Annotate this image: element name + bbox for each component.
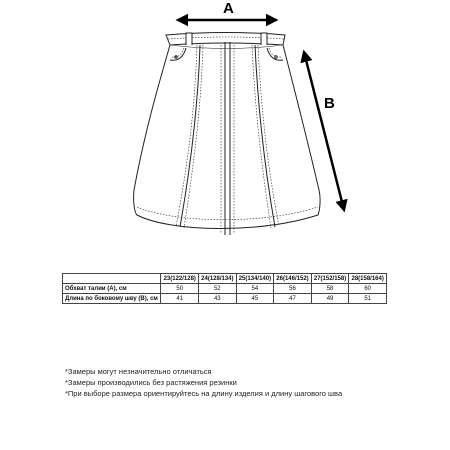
table-cell: 47 <box>274 294 312 304</box>
size-header: 28(158/164) <box>349 274 387 284</box>
table-cell: 50 <box>161 284 199 294</box>
table-cell: 52 <box>199 284 237 294</box>
size-table-header-row <box>63 274 387 284</box>
size-header: 26(146/152) <box>274 274 312 284</box>
note-line: *Замеры могут незначительно отличаться <box>65 367 212 376</box>
table-cell: 49 <box>311 294 349 304</box>
skirt-outline <box>134 33 320 236</box>
side-length-dimension-label: B <box>324 95 335 112</box>
table-cell: 43 <box>199 294 237 304</box>
size-header: 27(152/158) <box>311 274 349 284</box>
note-line: *При выборе размера ориентируйтесь на длину изделия и длину шагового шва <box>65 389 343 399</box>
table-cell: 54 <box>236 284 274 294</box>
table-cell: 51 <box>349 294 387 304</box>
table-row-waist <box>63 284 387 294</box>
size-header: 25(134/140) <box>236 274 274 284</box>
waist-dimension-label: A <box>223 0 234 17</box>
row-label: Длина по боковому шву (В), см <box>63 294 161 304</box>
size-header: 24(128/134) <box>199 274 237 284</box>
table-cell: 41 <box>161 294 199 304</box>
table-row-length <box>63 294 387 304</box>
size-header: 23(122/128) <box>161 274 199 284</box>
table-cell: 58 <box>311 284 349 294</box>
note-line: *Замеры производились без растяжения резинки <box>65 378 237 388</box>
table-cell: 56 <box>274 284 312 294</box>
size-table <box>62 273 387 304</box>
table-cell: 60 <box>349 284 387 294</box>
row-label: Обхват талии (А), см <box>63 284 161 294</box>
measurement-notes <box>65 366 342 400</box>
size-header-empty <box>63 274 161 284</box>
table-cell: 45 <box>236 294 274 304</box>
